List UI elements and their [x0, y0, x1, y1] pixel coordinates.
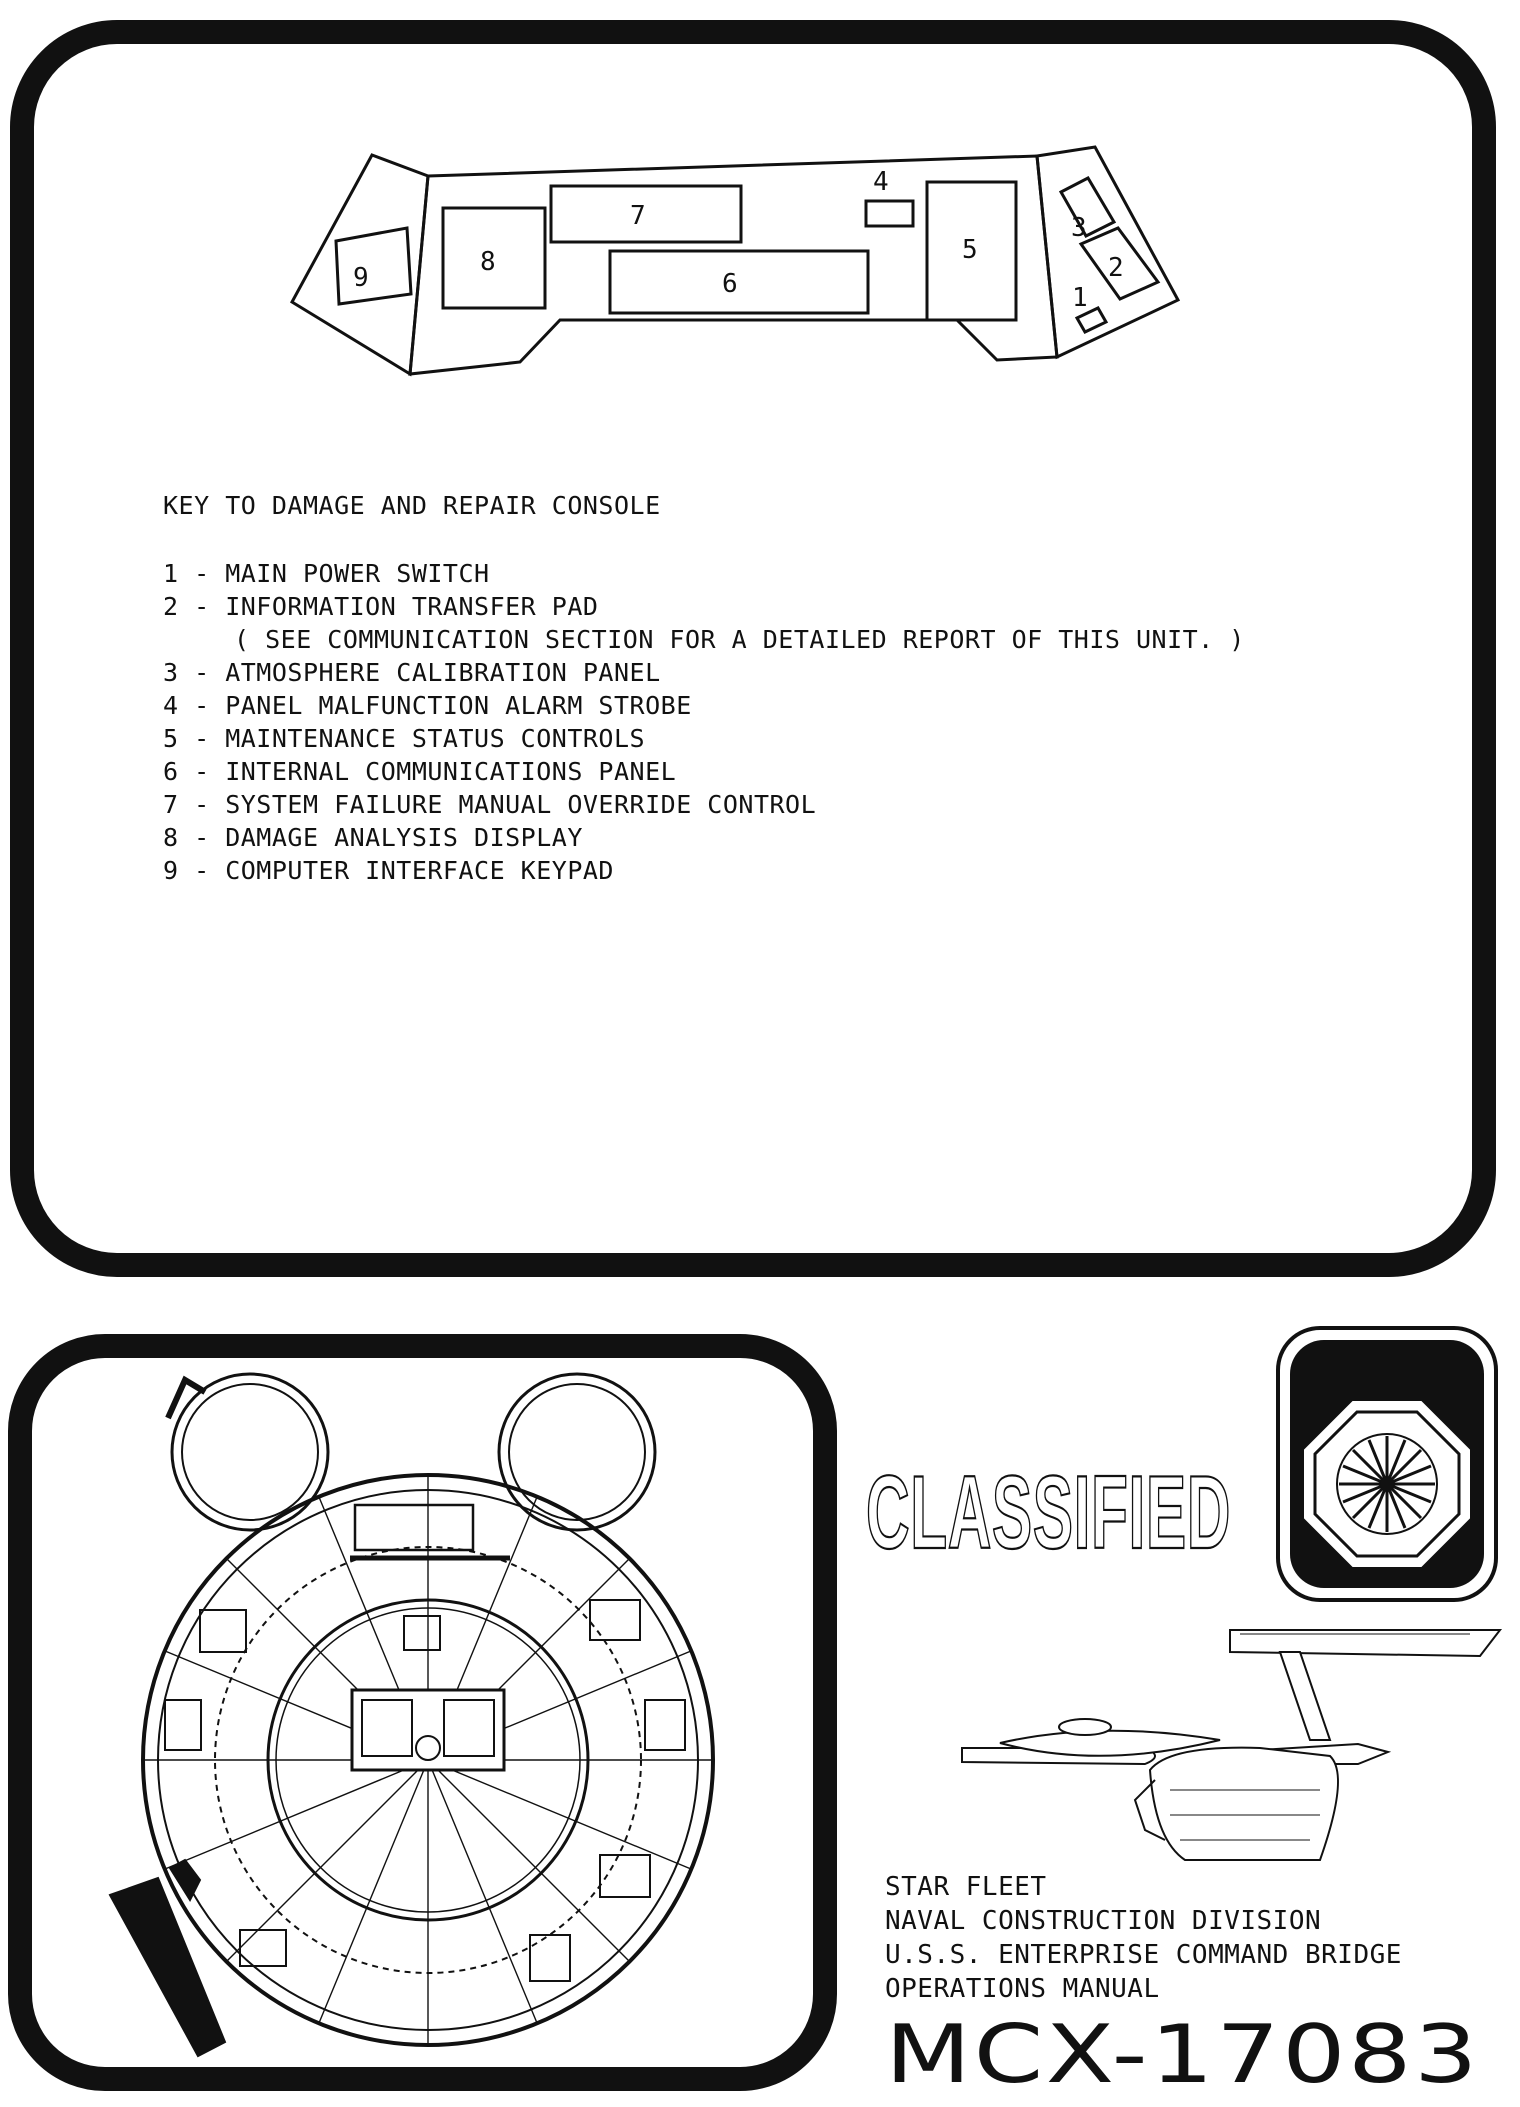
console-right-wing [1037, 147, 1178, 357]
key-item: 1 - MAIN POWER SWITCH [163, 559, 490, 588]
footer-line-2: NAVAL CONSTRUCTION DIVISION [885, 1906, 1322, 1936]
console-label-8: 8 [480, 247, 496, 277]
emblem-center [1380, 1477, 1394, 1491]
key-item: 7 - SYSTEM FAILURE MANUAL OVERRIDE CONTROL [163, 790, 817, 819]
key-item-note: ( SEE COMMUNICATION SECTION FOR A DETAILED REPORT OF THIS UNIT. ) [234, 625, 1245, 654]
console-panel-6 [610, 251, 868, 313]
console-label-2: 2 [1108, 253, 1124, 283]
key-item: 3 - ATMOSPHERE CALIBRATION PANEL [163, 658, 661, 687]
turbolift-left-door [168, 1380, 205, 1418]
command-chair-base [404, 1616, 440, 1650]
console-label-5: 5 [962, 235, 978, 265]
classified-stamp: CLASSIFIED [866, 1455, 1231, 1571]
footer-block [885, 1872, 1402, 2004]
station-port-2 [165, 1700, 201, 1750]
bridge-door [530, 1935, 570, 1981]
console-labels [353, 167, 1124, 313]
key-list [163, 491, 1245, 885]
console-diagram [292, 147, 1178, 374]
ship-pylon [1280, 1652, 1330, 1740]
document-number: MCX-17083 [885, 2008, 1480, 2101]
forward-station [355, 1505, 473, 1550]
key-item: 2 - INFORMATION TRANSFER PAD [163, 592, 599, 621]
turbolift-left-inner [182, 1384, 318, 1520]
starfleet-octagon-starburst-icon [1278, 1328, 1496, 1600]
console-panel-4 [866, 201, 913, 226]
helm-navigation-console [352, 1690, 504, 1770]
console-label-1: 1 [1072, 283, 1088, 313]
console-panel-7 [551, 186, 741, 242]
key-item: 9 - COMPUTER INTERFACE KEYPAD [163, 856, 614, 885]
console-label-6: 6 [722, 269, 738, 299]
turbolift-left [172, 1374, 328, 1530]
station-starboard-1 [590, 1600, 640, 1640]
footer-line-1: STAR FLEET [885, 1872, 1047, 1902]
enterprise-ship-icon [962, 1630, 1500, 1860]
damage-repair-console-segment [110, 1878, 225, 2056]
console-center-body [410, 156, 1057, 374]
key-item: 8 - DAMAGE ANALYSIS DISPLAY [163, 823, 583, 852]
ship-bridge-dome [1059, 1719, 1111, 1735]
turbolift-right-inner [509, 1384, 645, 1520]
console-label-4: 4 [873, 167, 889, 197]
console-panel-3 [1061, 178, 1114, 236]
footer-line-3: U.S.S. ENTERPRISE COMMAND BRIDGE [885, 1940, 1402, 1970]
console-label-7: 7 [630, 201, 646, 231]
bridge-floorplan-icon [110, 1374, 713, 2056]
key-item: 4 - PANEL MALFUNCTION ALARM STROBE [163, 691, 692, 720]
footer-line-4: OPERATIONS MANUAL [885, 1974, 1160, 2004]
ship-engineering-hull [1150, 1748, 1338, 1860]
console-label-9: 9 [353, 263, 369, 293]
console-label-1-3: 3 [1071, 213, 1087, 243]
station-starboard-2 [645, 1700, 685, 1750]
key-item: 6 - INTERNAL COMMUNICATIONS PANEL [163, 757, 677, 786]
key-item: 5 - MAINTENANCE STATUS CONTROLS [163, 724, 646, 753]
station-port-1 [200, 1610, 246, 1652]
console-panel-9 [336, 228, 411, 304]
key-title: KEY TO DAMAGE AND REPAIR CONSOLE [163, 491, 661, 520]
